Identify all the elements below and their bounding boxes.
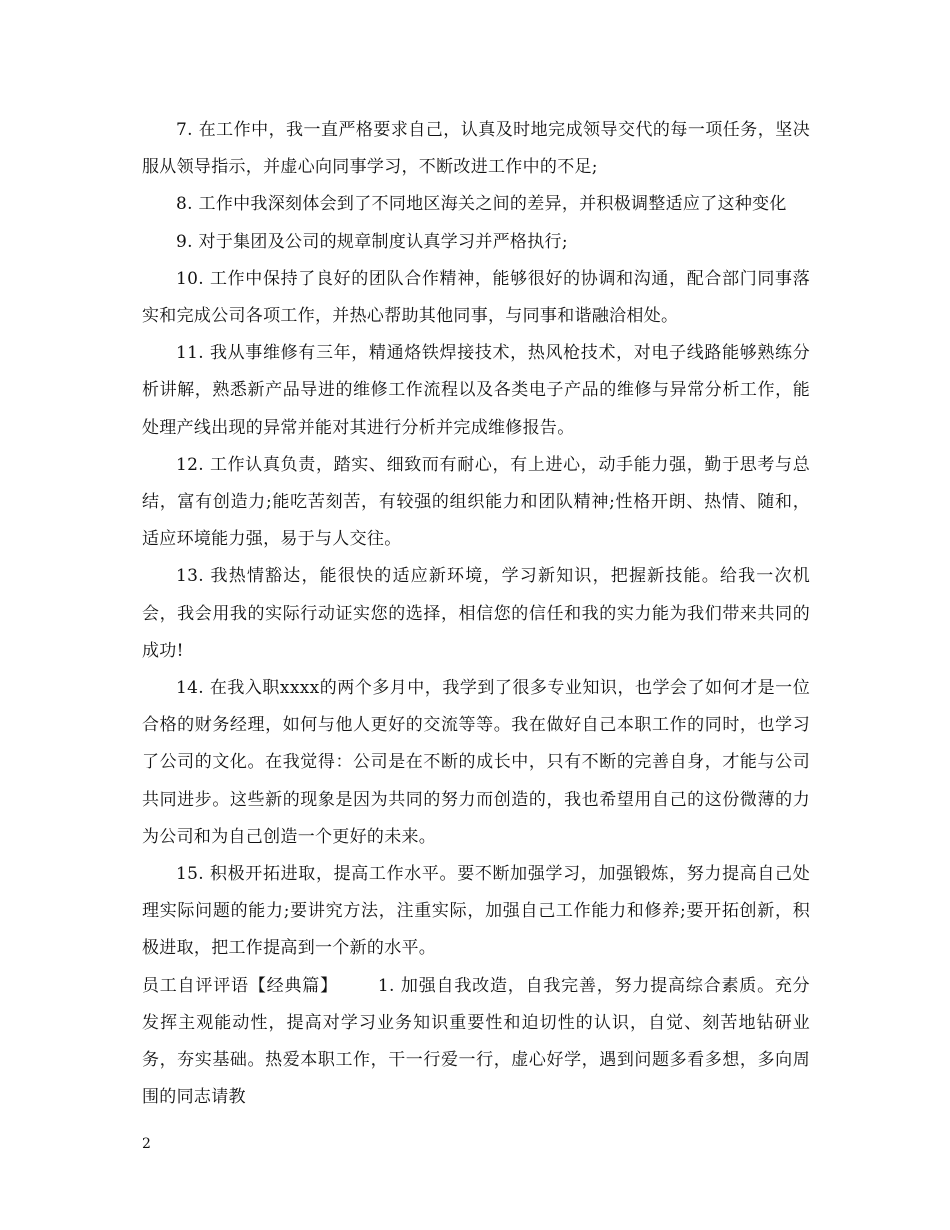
paragraph-item-7: 7. 在工作中，我一直严格要求自己，认真及时地完成领导交代的每一项任务，坚决服从领导指示，并虚心向同事学习，不断改进工作中的不足; <box>142 120 810 178</box>
paragraph-item-10: 10. 工作中保持了良好的团队合作精神，能够很好的协调和沟通，配合部门同事落实和完成公司各项工作，并热心帮助其他同事，与同事和谐融洽相处。 <box>142 268 810 327</box>
paragraph-item-13: 13. 我热情豁达，能很快的适应新环境，学习新知识，把握新技能。给我一次机会，我会用我的实际行动证实您的选择，相信您的信任和我的实力能为我们带来共同的成功! <box>142 566 810 661</box>
section-paragraph <box>142 968 810 1117</box>
paragraph-item-11: 11. 我从事维修有三年，精通烙铁焊接技术，热风枪技术，对电子线路能够熟练分析讲解，熟悉新产品导进的维修工作流程以及各类电子产品的维修与异常分析工作，能处理产线出现的异常并能对其进行分析并完成维修报告。 <box>142 343 810 438</box>
document-body <box>142 112 810 1116</box>
section-text: 1. 加强自我改造，自我完善，努力提高综合素质。充分发挥主观能动性，提高对学习业务知识重要性和迫切性的认识，自觉、刻苦地钻研业务，夯实基础。热爱本职工作，干一行爱一行，虚心好学，遇到问题多看多想，多向周围的同志请教 <box>142 975 810 1108</box>
paragraph-item-15: 15. 积极开拓进取，提高工作水平。要不断加强学习，加强锻炼，努力提高自己处理实际问题的能力;要讲究方法，注重实际，加强自己工作能力和修养;要开拓创新，积极进取，把工作提高到一个新的水平。 <box>142 864 810 959</box>
paragraph-item-8: 8. 工作中我深刻体会到了不同地区海关之间的差异，并积极调整适应了这种变化 <box>176 194 787 215</box>
paragraph-item-12: 12. 工作认真负责，踏实、细致而有耐心，有上进心，动手能力强，勤于思考与总结，富有创造力;能吃苦刻苦，有较强的组织能力和团队精神;性格开朗、热情、随和，适应环境能力强，易于与人交往。 <box>142 454 810 550</box>
page-number: 2 <box>142 1136 151 1152</box>
paragraph-item-14: 14. 在我入职xxxx的两个多月中，我学到了很多专业知识，也学会了如何才是一位合格的财务经理，如何与他人更好的交流等等。我在做好自己本职工作的同时，也学习了公司的文化。在我觉得：公司是在不断的成长中，只有不断的完善自身，才能与公司共同进步。这些新的现象是因为共同的努力而创造的，我也希望用自己的这份微薄的力为公司和为自己创造一个更好的未来。 <box>142 678 810 847</box>
section-title: 员工自评评语【经典篇】 <box>142 975 338 996</box>
paragraph-item-9: 9. 对于集团及公司的规章制度认真学习并严格执行; <box>176 231 568 252</box>
